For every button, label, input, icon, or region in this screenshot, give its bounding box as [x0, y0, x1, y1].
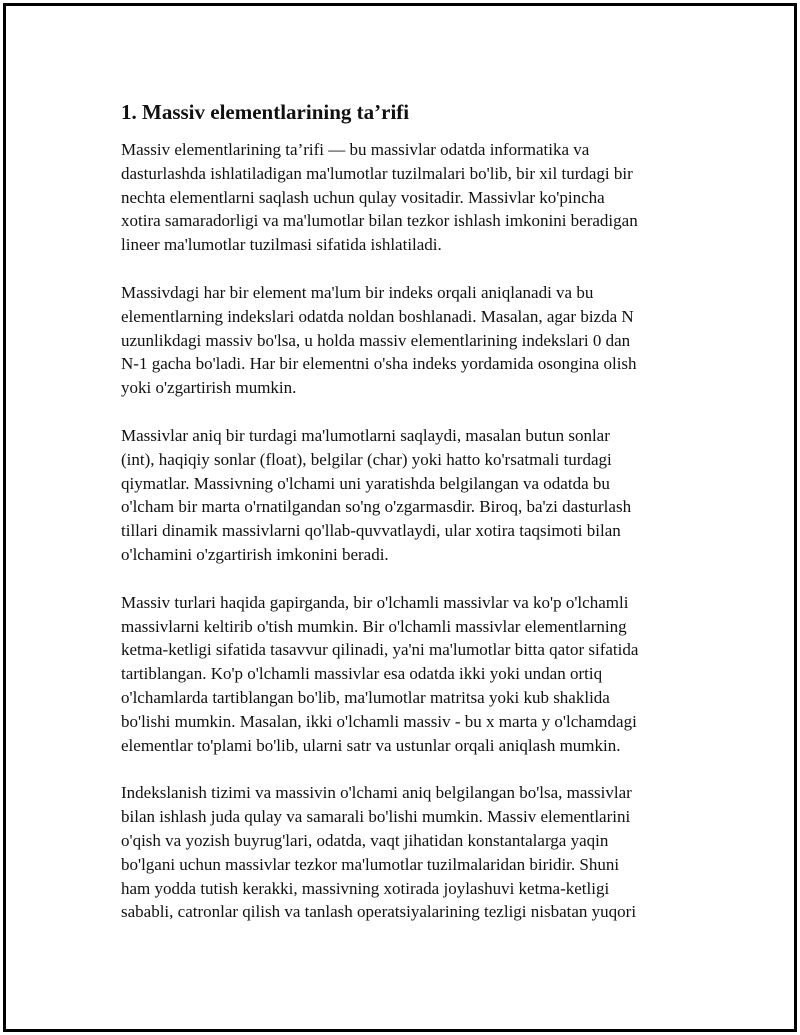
paragraph-line: elementlarning indekslari odatda noldan boshlanadi. Masalan, agar bizda N — [121, 306, 634, 326]
paragraph-line: Massivdagi har bir element ma'lum bir indeks orqali aniqlanadi va bu — [121, 282, 594, 302]
document-body — [121, 98, 686, 948]
paragraph-4 — [121, 591, 686, 758]
paragraph-line: ham yodda tutish kerakki, massivning xotirada joylashuvi ketma-ketligi — [121, 878, 610, 898]
paragraph-line: elementlar to'plami bo'lib, ularni satr va ustunlar orqali aniqlash mumkin. — [121, 735, 621, 755]
paragraph-line: Massiv elementlarining ta’rifi — bu massivlar odatda informatika va — [121, 140, 590, 159]
paragraph-5 — [121, 781, 686, 924]
paragraph-line: yoki o'zgartirish mumkin. — [121, 378, 297, 398]
paragraph-line: xotira samaradorligi va ma'lumotlar bilan tezkor ishlash imkonini beradigan — [121, 211, 638, 231]
paragraph-line: (int), haqiqiy sonlar (float), belgilar (char) yoki hatto ko'rsatmali turdagi — [121, 449, 612, 469]
paragraph-line: bilan ishlash juda qulay va samarali bo'lishi mumkin. Massiv elementlarini — [121, 807, 631, 827]
paragraph-line: N-1 gacha bo'ladi. Har bir elementni o'sha indeks yordamida osongina olish — [121, 354, 637, 374]
paragraph-line: massivlarni keltirib o'tish mumkin. Bir o'lchamli massivlar elementlarning — [121, 616, 627, 636]
paragraph-line: uzunlikdagi massiv bo'lsa, u holda massiv elementlarining indekslari 0 dan — [121, 330, 631, 350]
paragraph-line: lineer ma'lumotlar tuzilmasi sifatida ishlatiladi. — [121, 235, 442, 255]
paragraph-line: bo'lishi mumkin. Masalan, ikki o'lchamli massiv - bu x marta y o'lchamdagi — [121, 711, 637, 731]
paragraph-line: dasturlashda ishlatiladigan ma'lumotlar tuzilmalari bo'lib, bir xil turdagi bir — [121, 163, 633, 183]
paragraph-line: tillari dinamik massivlarni qo'llab-quvvatlaydi, ular xotira taqsimoti bilan — [121, 521, 621, 541]
paragraph-line: bo'lgani uchun massivlar tezkor ma'lumotlar tuzilmalaridan biridir. Shuni — [121, 854, 620, 874]
paragraph-1 — [121, 138, 686, 257]
paragraph-line: ketma-ketligi sifatida tasavvur qilinadi, ya'ni ma'lumotlar bitta qator sifatida — [121, 640, 639, 660]
section-heading: 1. Massiv elementlarining ta’rifi — [121, 100, 410, 124]
paragraph-line: o'lchamini o'zgartirish imkonini beradi. — [121, 544, 389, 564]
paragraph-line: o'qish va yozish buyrug'lari, odatda, vaqt jihatidan konstantalarga yaqin — [121, 830, 609, 850]
paragraph-3 — [121, 424, 686, 567]
paragraph-line: o'lchamlarda tartiblangan bo'lib, ma'lumotlar matritsa yoki kub shaklida — [121, 687, 610, 707]
paragraph-line: nechta elementlarni saqlash uchun qulay vositadir. Massivlar ko'pincha — [121, 187, 605, 207]
paragraph-line: Massivlar aniq bir turdagi ma'lumotlarni saqlaydi, masalan butun sonlar — [121, 425, 610, 445]
paragraph-line: tartiblangan. Ko'p o'lchamli massivlar esa odatda ikki yoki undan ortiq — [121, 664, 603, 684]
paragraph-line: sababli, catronlar qilish va tanlash operatsiyalarining tezligi nisbatan yuqori — [121, 902, 637, 922]
paragraph-2 — [121, 281, 686, 400]
paragraph-line: o'lcham bir marta o'rnatilgandan so'ng o'zgarmasdir. Biroq, ba'zi dasturlash — [121, 497, 632, 517]
page-frame — [3, 3, 797, 1032]
paragraph-line: Indekslanish tizimi va massivin o'lchami aniq belgilangan bo'lsa, massivlar — [121, 783, 632, 803]
paragraph-line: qiymatlar. Massivning o'lchami uni yaratishda belgilangan va odatda bu — [121, 473, 610, 493]
paragraph-line: Massiv turlari haqida gapirganda, bir o'lchamli massivlar va ko'p o'lchamli — [121, 592, 629, 612]
